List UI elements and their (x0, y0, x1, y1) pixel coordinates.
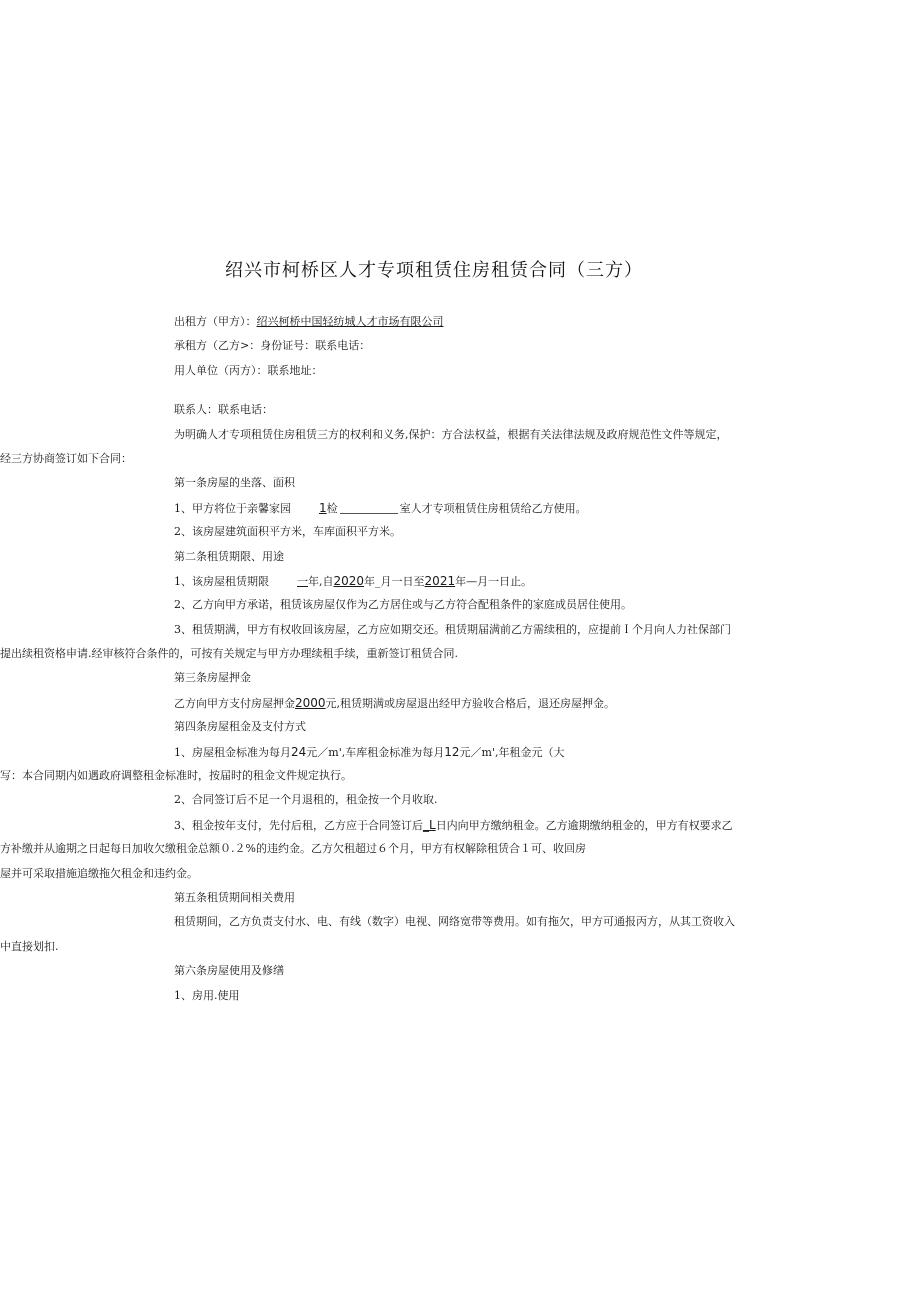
intro-line-1: 为明确人才专项租赁住房租赁三方的权利和义务,保护：方合法权益，根据有关法律法规及政府规范性文件等规定， (174, 427, 728, 441)
article-6-heading: 第六条房屋使用及修缮 (174, 964, 284, 978)
article-5-line-2: 中直接划扣. (0, 939, 59, 953)
article-2-item-1: 1、该房屋租赁期限 一年,自2020年_月一日至2021年—月一日止。 (174, 573, 533, 588)
article-4-item-2: 2、合同签订后不足一个月退租的，租金按一个月收取. (174, 793, 438, 807)
article-1-item-1: 1、甲方将位于亲馨家园 1检 室人才专项租赁住房租赁给乙方使用。 (174, 500, 587, 515)
intro-line-2: 经三方协商签订如下合同： (0, 451, 132, 465)
party-a-name: 绍兴柯桥中国轻纺城人才市场有限公司 (256, 315, 444, 328)
article-1-heading: 第一条房屋的坐落、面积 (174, 476, 295, 490)
article-4-item-3-line-3: 屋并可采取措施追缴拖欠租金和违约金。 (0, 866, 198, 880)
article-2-item-2: 2、乙方向甲方承诺，租赁该房屋仅作为乙方居住或与乙方符合配租条件的家庭成员居住使用。 (174, 598, 632, 612)
article-4-heading: 第四条房屋租金及支付方式 (174, 720, 306, 734)
blank-field (340, 501, 398, 514)
article-4-item-3-line-1: 3、租金按年支付，先付后租，乙方应于合同签订后_L日内向甲方缴纳租金。乙方逾期缴纳租金的，甲方有权要求乙 (174, 817, 733, 832)
article-4-item-1: 1、房屋租金标准为每月24元／m',车库租金标准为每月12元／m',年租金元（大 (174, 744, 565, 759)
article-2-item-3-line-2: 提出续租资格申请.经审核符合条件的，可按有关规定与甲方办理续租手续，重新签订租赁合同. (0, 647, 458, 661)
party-a-line (174, 310, 730, 334)
article-5-heading: 第五条租赁期间相关费用 (174, 890, 295, 904)
article-4-item-3-line-2: 方补缴并从逾期之日起每日加收欠缴租金总额０.２%的违约金。乙方欠租超过６个月，甲方有权解除租赁合１可、收回房 (0, 842, 586, 856)
party-c-line: 用人单位（丙方）：联系地址： (174, 363, 323, 377)
article-6-item-1: 1、房用.使用 (174, 988, 240, 1002)
deposit-amount: 2000 (295, 695, 326, 710)
contact-line: 联系人：联系电话： (174, 403, 273, 417)
article-3-heading: 第三条房屋押金 (174, 671, 251, 685)
contract-title: 绍兴市柯桥区人才专项租赁住房租赁合同（三方） (225, 260, 643, 281)
article-1-item-2: 2、该房屋建筑面积平方米，车库面积平方米。 (174, 525, 401, 539)
article-2-heading: 第二条租赁期限、用途 (174, 549, 284, 563)
contract-body (0, 310, 735, 1008)
party-a-label: 出租方（甲方）： (174, 315, 257, 328)
article-5-line-1: 租赁期间，乙方负责支付水、电、有线（数字）电视、网络宽带等费用。如有拖欠，甲方可通报丙方，从其工资收入 (174, 915, 735, 929)
article-2-item-3-line-1: 3、租赁期满，甲方有权收回该房屋，乙方应如期交还。租赁期届满前乙方需续租的，应提前Ｉ个月向人力社保部门 (174, 622, 731, 636)
article-3-text: 乙方向甲方支付房屋押金2000元,租赁期满或房屋退出经甲方验收合格后，退还房屋押金。 (174, 695, 616, 710)
party-b-line: 承租方（乙方>：身份证号：联系电话： (174, 339, 371, 353)
article-4-item-1-line-2: 写：本合同期内如遇政府调整租金标准时，按届时的租金文件规定执行。 (0, 769, 352, 783)
